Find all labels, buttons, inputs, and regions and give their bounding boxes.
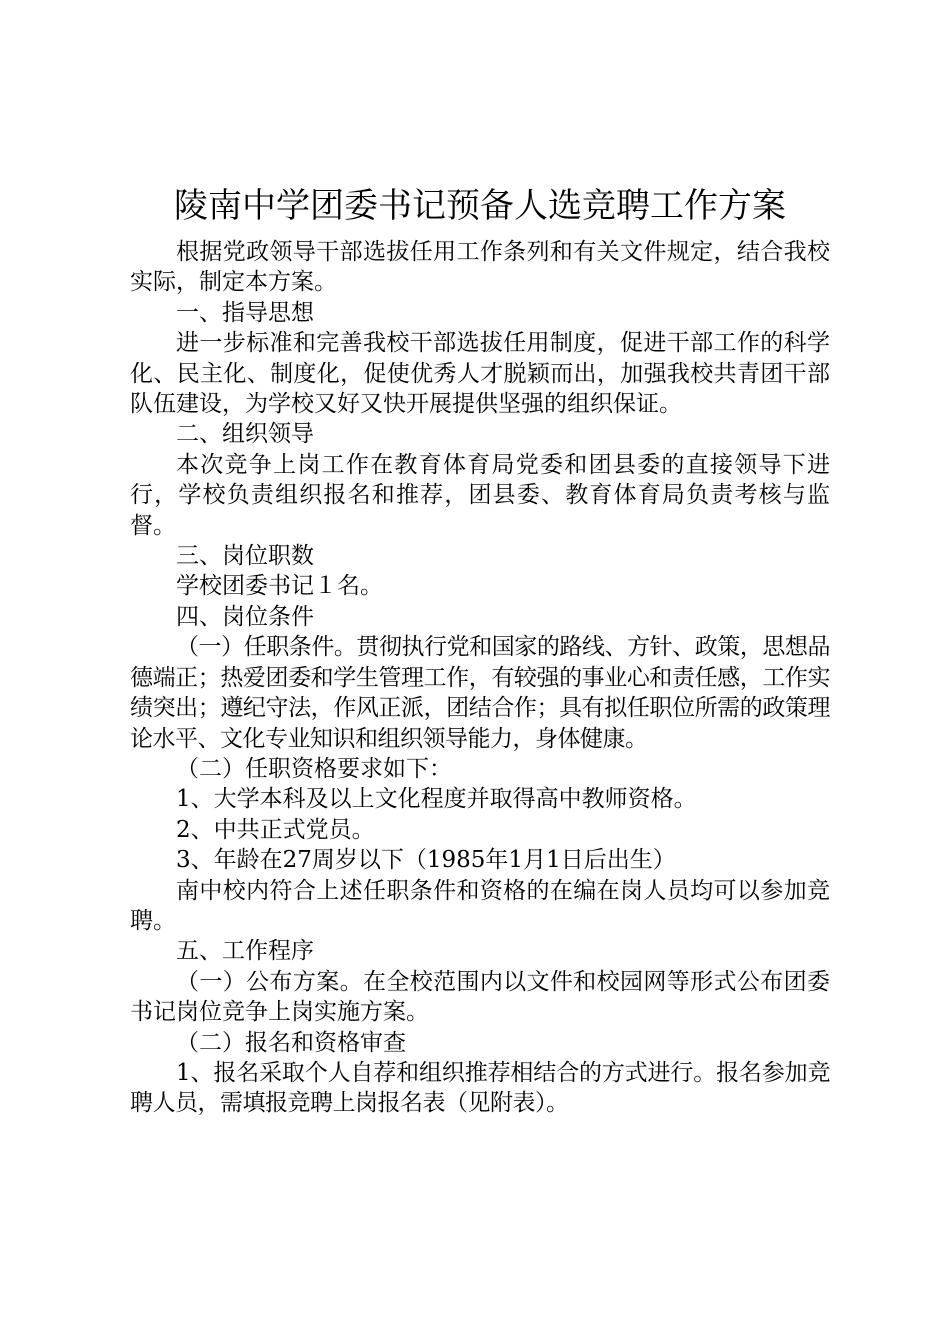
heading-position-count: 三、岗位职数 bbox=[176, 543, 314, 570]
paragraph-intro: 根据党政领导干部选拔任用工作条列和有关文件规定，结合我校实际，制定本方案。 bbox=[130, 239, 830, 296]
document-title: 陵南中学团委书记预备人选竞聘工作方案 bbox=[174, 186, 786, 226]
paragraph-registration-method: 1、报名采取个人自荐和组织推荐相结合的方式进行。报名参加竞聘人员，需填报竞聘上岗报名表（见附表）。 bbox=[130, 1059, 830, 1117]
heading-guiding-ideology: 一、指导思想 bbox=[176, 299, 314, 326]
paragraph-publish-plan: （一）公布方案。在全校范围内以文件和校园网等形式公布团委书记岗位竞争上岗实施方案。 bbox=[130, 968, 830, 1026]
paragraph-appointment-conditions: （一）任职条件。贯彻执行党和国家的路线、方针、政策，思想品德端正；热爱团委和学生管理工作，有较强的事业心和责任感，工作实绩突出；遵纪守法，作风正派，团结合作；具有拟任职位所需的政策理论水平、文化专业知识和组织领导能力，身体健康。 bbox=[130, 634, 830, 752]
paragraph-position-count: 学校团委书记１名。 bbox=[176, 573, 383, 600]
heading-organization-leadership: 二、组织领导 bbox=[176, 421, 314, 448]
heading-work-procedure: 五、工作程序 bbox=[176, 938, 314, 965]
paragraph-guiding-ideology: 进一步标准和完善我校干部选拔任用制度，促进干部工作的科学化、民主化、制度化，促使优秀人才脱颖而出，加强我校共青团干部队伍建设，为学校又好又快开展提供坚强的组织保证。 bbox=[130, 330, 830, 418]
document-body bbox=[130, 237, 830, 1119]
paragraph-eligible-staff: 南中校内符合上述任职条件和资格的在编在岗人员均可以参加竞聘。 bbox=[130, 877, 830, 934]
list-item-age: 3、年龄在27周岁以下（1985年1月1日后出生） bbox=[176, 847, 676, 874]
paragraph-qualification-requirements: （二）任职资格要求如下： bbox=[176, 755, 452, 782]
paragraph-registration-review: （二）报名和资格审查 bbox=[176, 1029, 406, 1056]
paragraph-organization-leadership: 本次竞争上岗工作在教育体育局党委和团县委的直接领导下进行，学校负责组织报名和推荐，团县委、教育体育局负责考核与监督。 bbox=[130, 451, 830, 539]
heading-position-conditions: 四、岗位条件 bbox=[176, 603, 314, 630]
list-item-party-member: 2、中共正式党员。 bbox=[176, 816, 375, 843]
list-item-education: 1、大学本科及以上文化程度并取得高中教师资格。 bbox=[176, 786, 697, 813]
